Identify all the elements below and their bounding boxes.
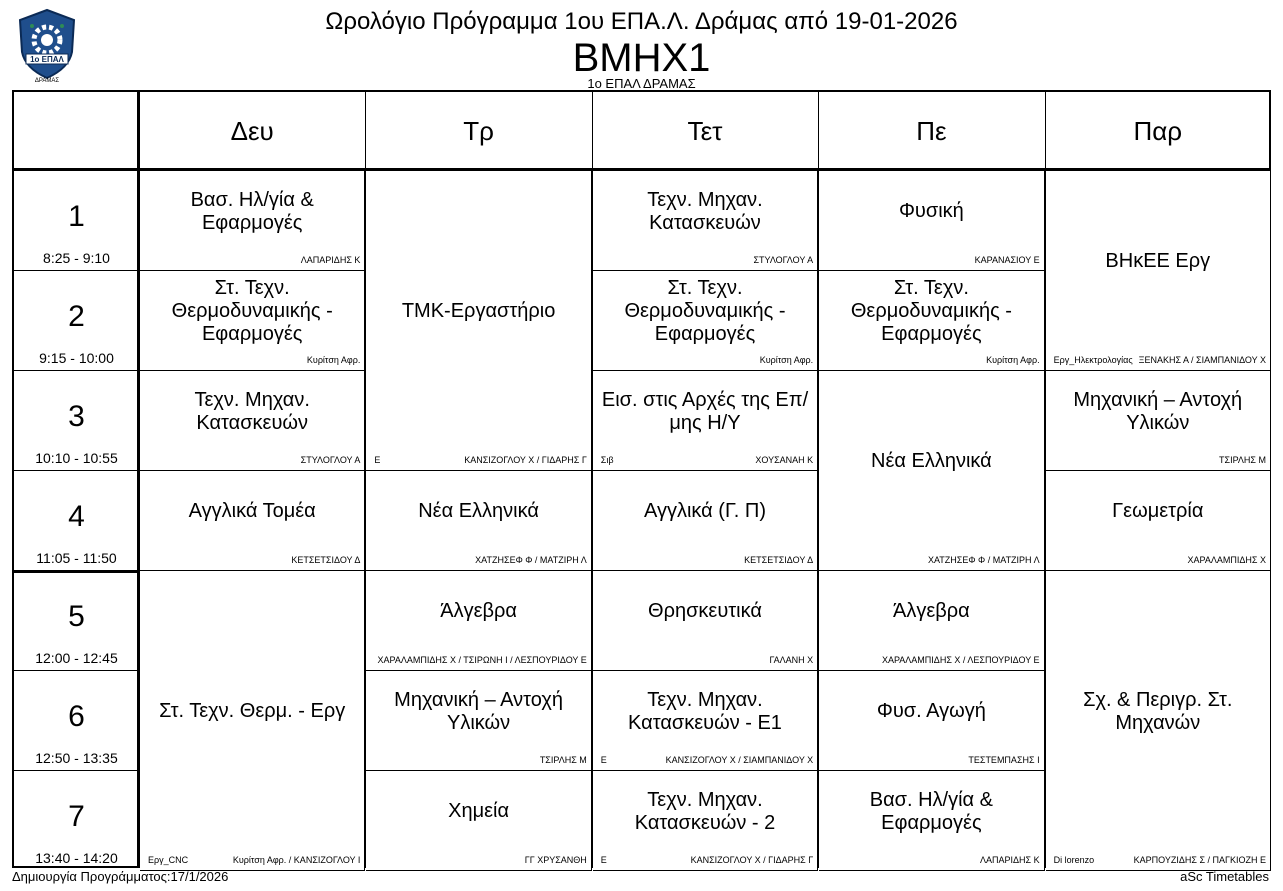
lesson-subject: Φυσική	[898, 200, 964, 222]
lesson-card[interactable]	[366, 771, 591, 871]
lesson-card[interactable]	[593, 671, 818, 771]
lesson-card[interactable]	[366, 571, 591, 671]
period-cell	[14, 470, 139, 570]
lesson-card[interactable]	[140, 371, 365, 471]
lesson-card[interactable]	[593, 171, 818, 271]
lesson-card[interactable]	[140, 271, 365, 371]
lesson-teacher: ΚΕΤΣΕΤΣΙΔΟΥ Δ	[291, 555, 361, 565]
lesson-teacher: ΧΑΡΑΛΑΜΠΙΔΗΣ Χ / ΤΣΙΡΩΝΗ Ι / ΛΕΣΠΟΥΡΙΔΟΥ Ε	[377, 655, 587, 665]
lesson-subject: Τεχν. Μηχαν. Κατασκευών	[647, 188, 763, 234]
lesson-teacher: ΓΓ ΧΡΥΣΑΝΘΗ	[524, 855, 587, 865]
lesson-card[interactable]	[366, 671, 591, 771]
lesson-teacher: ΓΑΛΑΝΗ Χ	[769, 655, 814, 665]
period-time: 9:15 - 10:00	[39, 350, 114, 366]
lesson-subject: Χημεία	[448, 800, 510, 822]
lesson-subject: Τεχν. Μηχαν. Κατασκευών	[194, 388, 310, 434]
day-header: Δευ	[230, 115, 274, 146]
lesson-teacher: ΣΤΥΛΟΓΛΟΥ Α	[753, 255, 814, 265]
lesson-teacher: ΛΑΠΑΡΙΔΗΣ Κ	[300, 255, 361, 265]
lesson-subject: Στ. Τεχν. Θερμοδυναμικής - Εφαρμογές	[171, 277, 333, 345]
lesson-teacher: ΤΣΙΡΛΗΣ Μ	[539, 755, 587, 765]
period-cell	[14, 670, 139, 770]
lesson-card[interactable]	[593, 571, 818, 671]
lesson-subject: Μηχανική – Αντοχή Υλικών	[1073, 388, 1243, 434]
lesson-subject: Άλγεβρα	[893, 600, 970, 622]
period-time: 12:50 - 13:35	[35, 750, 118, 766]
lesson-subject: Βασ. Ηλ/γία & Εφαρμογές	[869, 788, 994, 834]
lesson-room: Εργ_Ηλεκτρολογίας	[1053, 355, 1133, 365]
lesson-card[interactable]	[593, 471, 818, 571]
lesson-room: Ε	[374, 455, 381, 465]
lesson-teacher: Κυρίτση Αφρ.	[986, 355, 1040, 365]
svg-text:ΔΡΑΜΑΣ: ΔΡΑΜΑΣ	[34, 78, 60, 84]
lesson-teacher: ΤΕΣΤΕΜΠΑΣΗΣ Ι	[968, 755, 1040, 765]
lesson-subject: Τεχν. Μηχαν. Κατασκευών - 2	[634, 788, 776, 834]
lesson-room: Di lorenzo	[1053, 855, 1095, 865]
lesson-card[interactable]	[140, 571, 365, 871]
created-date: Δημιουργία Προγράμματος:17/1/2026	[12, 869, 229, 884]
school-name: 1ο ΕΠΑΛ ΔΡΑΜΑΣ	[587, 76, 696, 91]
lesson-subject: Νέα Ελληνικά	[418, 500, 539, 522]
lesson-card[interactable]	[593, 771, 818, 871]
lesson-room: Εργ_CNC	[148, 855, 189, 865]
lesson-teacher: ΣΤΥΛΟΓΛΟΥ Α	[300, 455, 361, 465]
svg-text:1ο ΕΠΑΛ: 1ο ΕΠΑΛ	[30, 55, 64, 64]
page-title: Ωρολόγιο Πρόγραμμα 1ου ΕΠΑ.Λ. Δράμας από 19-01-2026	[325, 8, 958, 35]
period-time: 8:25 - 9:10	[43, 250, 110, 266]
period-number: 1	[68, 200, 85, 233]
lesson-card[interactable]	[1046, 171, 1271, 371]
lesson-room: Σιβ	[600, 455, 614, 465]
lesson-card[interactable]	[366, 171, 591, 471]
lesson-teacher: ΧΟΥΣΑΝΑΗ Κ	[755, 455, 814, 465]
day-header: Τρ	[463, 115, 494, 146]
lesson-card[interactable]	[819, 571, 1044, 671]
lesson-room: Ε	[600, 855, 607, 865]
lesson-card[interactable]	[593, 271, 818, 371]
period-number: 7	[68, 800, 85, 833]
lesson-subject: Γεωμετρία	[1112, 500, 1204, 522]
day-header: Πε	[916, 115, 947, 146]
lesson-teacher: Κυρίτση Αφρ. / ΚΑΝΣΙΖΟΓΛΟΥ Ι	[232, 855, 361, 865]
lesson-subject: ΒΗκΕΕ Εργ	[1105, 250, 1211, 272]
lesson-card[interactable]	[819, 671, 1044, 771]
lesson-card[interactable]	[819, 271, 1044, 371]
period-cell	[14, 370, 139, 470]
lesson-card[interactable]	[1046, 571, 1271, 871]
lesson-card[interactable]	[819, 371, 1044, 571]
period-time: 13:40 - 14:20	[35, 850, 118, 866]
lesson-subject: Μηχανική – Αντοχή Υλικών	[394, 688, 563, 734]
lesson-card[interactable]	[366, 471, 591, 571]
period-cell	[14, 570, 139, 670]
day-header: Τετ	[687, 115, 723, 146]
lesson-teacher: ΧΑΤΖΗΣΕΦ Φ / ΜΑΤΖΙΡΗ Λ	[475, 555, 587, 565]
lesson-subject: Στ. Τεχν. Θερμοδυναμικής - Εφαρμογές	[624, 277, 786, 345]
lesson-subject: Αγγλικά Τομέα	[188, 500, 316, 522]
period-number: 6	[68, 700, 85, 733]
lesson-teacher: ΧΑΤΖΗΣΕΦ Φ / ΜΑΤΖΙΡΗ Λ	[927, 555, 1040, 565]
lesson-card[interactable]	[140, 471, 365, 571]
lesson-card[interactable]	[1046, 471, 1271, 571]
lesson-teacher: ΧΑΡΑΛΑΜΠΙΔΗΣ Χ / ΛΕΣΠΟΥΡΙΔΟΥ Ε	[881, 655, 1040, 665]
lesson-subject: Τεχν. Μηχαν. Κατασκευών - Ε1	[628, 688, 782, 734]
lesson-subject: Στ. Τεχν. Θερμοδυναμικής - Εφαρμογές	[850, 277, 1012, 345]
lesson-teacher: ΚΕΤΣΕΤΣΙΔΟΥ Δ	[744, 555, 814, 565]
lesson-card[interactable]	[140, 171, 365, 271]
lesson-teacher: Κυρίτση Αφρ.	[759, 355, 814, 365]
lesson-subject: Βασ. Ηλ/γία & Εφαρμογές	[190, 188, 314, 234]
lesson-teacher: ΤΣΙΡΛΗΣ Μ	[1219, 455, 1266, 465]
lesson-subject: Στ. Τεχν. Θερμ. - Εργ	[159, 700, 346, 722]
lesson-teacher: ΚΑΡΠΟΥΖΙΔΗΣ Σ / ΠΑΓΚΙΟΖΗ Ε	[1133, 855, 1266, 865]
lesson-card[interactable]	[819, 171, 1044, 271]
period-number: 2	[68, 300, 85, 333]
class-name: ΒΜΗΧ1	[572, 36, 711, 80]
period-cell	[14, 770, 139, 870]
period-cell	[14, 270, 139, 370]
lesson-teacher: ΧΑΡΑΛΑΜΠΙΔΗΣ Χ	[1187, 555, 1266, 565]
timetable-grid	[12, 90, 1271, 868]
lesson-room: Ε	[600, 755, 607, 765]
lesson-subject: Φυσ. Αγωγή	[876, 700, 986, 722]
period-number: 3	[68, 400, 85, 433]
lesson-subject: Αγγλικά (Γ. Π)	[643, 500, 766, 522]
lesson-teacher: ΚΑΝΣΙΖΟΓΛΟΥ Χ / ΓΙΔΑΡΗΣ Γ	[464, 455, 587, 465]
lesson-teacher: Κυρίτση Αφρ.	[306, 355, 361, 365]
lesson-teacher: ΚΑΝΣΙΖΟΓΛΟΥ Χ / ΓΙΔΑΡΗΣ Γ	[690, 855, 814, 865]
lesson-subject: Θρησκευτικά	[648, 600, 762, 622]
period-number: 5	[68, 600, 85, 633]
day-header: Παρ	[1133, 115, 1183, 146]
lesson-card[interactable]	[819, 771, 1044, 871]
period-number: 4	[68, 500, 85, 533]
period-cell	[14, 170, 139, 270]
period-time: 12:00 - 12:45	[35, 650, 118, 666]
lesson-teacher: ΞΕΝΑΚΗΣ Α / ΣΙΑΜΠΑΝΙΔΟΥ Χ	[1138, 355, 1266, 365]
lesson-teacher: ΚΑΡΑΝΑΣΙΟΥ Ε	[974, 255, 1040, 265]
lesson-subject: Άλγεβρα	[440, 600, 517, 622]
lesson-subject: Σχ. & Περιγρ. Στ. Μηχανών	[1083, 688, 1233, 734]
brand-label: aSc Timetables	[1180, 869, 1269, 884]
period-time: 10:10 - 10:55	[35, 450, 118, 466]
lesson-subject: Εισ. στις Αρχές της Επ/μης Η/Υ	[601, 388, 809, 434]
lesson-card[interactable]	[593, 371, 818, 471]
lesson-subject: ΤΜΚ-Εργαστήριο	[401, 300, 556, 322]
lesson-card[interactable]	[1046, 371, 1271, 471]
lesson-teacher: ΚΑΝΣΙΖΟΓΛΟΥ Χ / ΣΙΑΜΠΑΝΙΔΟΥ Χ	[665, 755, 814, 765]
lesson-subject: Νέα Ελληνικά	[871, 450, 992, 472]
lesson-teacher: ΛΑΠΑΡΙΔΗΣ Κ	[979, 855, 1040, 865]
period-time: 11:05 - 11:50	[36, 550, 117, 566]
